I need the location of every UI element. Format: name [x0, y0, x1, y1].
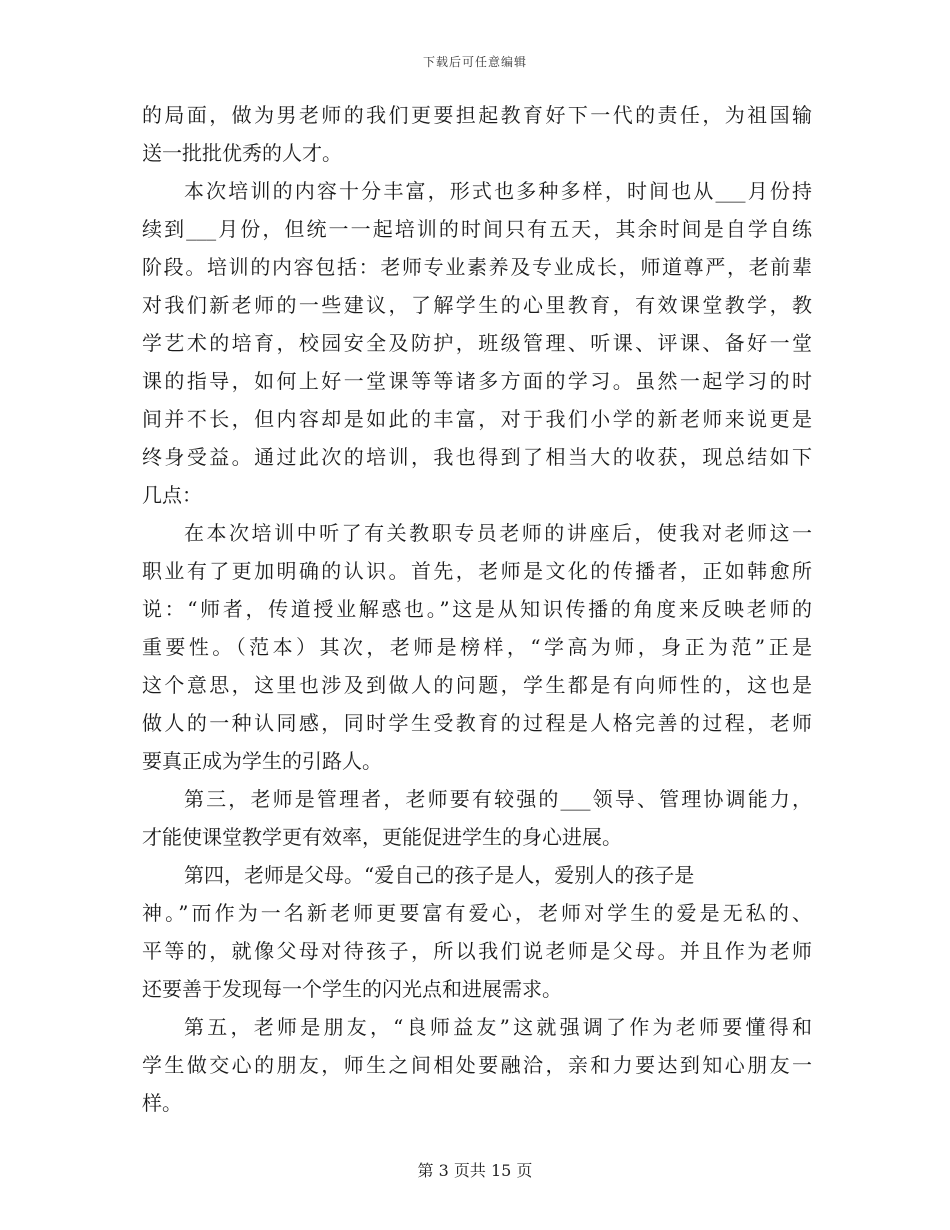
- text-line: 间并不长，但内容却是如此的丰富，对于我们小学的新老师来说更是: [142, 407, 812, 431]
- text-line: 样。: [142, 1091, 182, 1115]
- text-line: 第三，老师是管理者，老师要有较强的___领导、管理协调能力，: [184, 787, 812, 811]
- text-line: 几点：: [142, 483, 202, 507]
- text-line: 重要性。（范本）其次，老师是榜样，“学高为师，身正为范”正是: [142, 635, 812, 659]
- text-line: 学生做交心的朋友，师生之间相处要融洽，亲和力要达到知心朋友一: [142, 1053, 812, 1077]
- page-header: 下载后可任意编辑: [422, 55, 527, 69]
- text-line: 终身受益。通过此次的培训，我也得到了相当大的收获，现总结如下: [142, 445, 812, 469]
- text-line: 对我们新老师的一些建议，了解学生的心里教育，有效课堂教学，教: [142, 293, 812, 317]
- text-line: 的局面，做为男老师的我们更要担起教育好下一代的责任，为祖国输: [142, 103, 812, 127]
- text-line: 平等的，就像父母对待孩子，所以我们说老师是父母。并且作为老师: [142, 939, 812, 963]
- text-line: 学艺术的培育，校园安全及防护，班级管理、听课、评课、备好一堂: [142, 331, 812, 355]
- text-line: 在本次培训中听了有关教职专员老师的讲座后，使我对老师这一: [184, 521, 812, 545]
- text-line: 神。”而作为一名新老师更要富有爱心，老师对学生的爱是无私的、: [142, 901, 812, 925]
- text-line: 送一批批优秀的人才。: [142, 141, 342, 165]
- text-line: 课的指导，如何上好一堂课等等诸多方面的学习。虽然一起学习的时: [142, 369, 812, 393]
- text-line: 才能使课堂教学更有效率，更能促进学生的身心进展。: [142, 825, 622, 849]
- text-line: 这个意思，这里也涉及到做人的问题，学生都是有向师性的，这也是: [142, 673, 812, 697]
- document-body: [142, 96, 812, 1122]
- text-line: 续到___月份，但统一一起培训的时间只有五天，其余时间是自学自练: [142, 217, 812, 241]
- text-line: 第四，老师是父母。“爱自己的孩子是人，爱别人的孩子是: [184, 863, 695, 887]
- text-line: 要真正成为学生的引路人。: [142, 749, 382, 773]
- text-line: 说：“师者，传道授业解惑也。”这是从知识传播的角度来反映老师的: [142, 597, 812, 621]
- text-line: 阶段。培训的内容包括：老师专业素养及专业成长，师道尊严，老前辈: [142, 255, 812, 279]
- page-number-footer: 第 3 页共 15 页: [417, 1161, 533, 1180]
- text-line: 还要善于发现每一个学生的闪光点和进展需求。: [142, 977, 562, 1001]
- text-line: 职业有了更加明确的认识。首先，老师是文化的传播者，正如韩愈所: [142, 559, 812, 583]
- text-line: 做人的一种认同感，同时学生受教育的过程是人格完善的过程，老师: [142, 711, 812, 735]
- text-line: 本次培训的内容十分丰富，形式也多种多样，时间也从___月份持: [184, 179, 812, 203]
- text-line: 第五，老师是朋友，“良师益友”这就强调了作为老师要懂得和: [184, 1015, 812, 1039]
